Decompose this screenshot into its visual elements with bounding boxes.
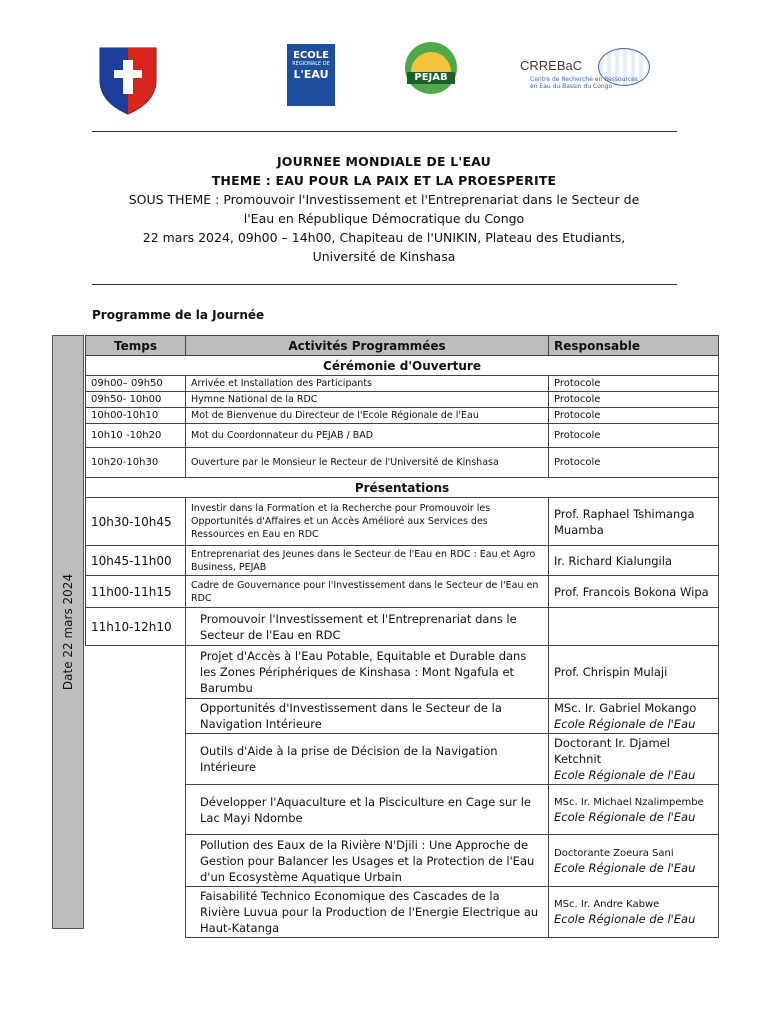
row-activity: Entreprenariat des Jeunes dans le Secteur de l'Eau en RDC : Eau et Agro Business, PEJAB [186, 546, 549, 576]
header-divider [92, 284, 677, 285]
row-time: 09h00– 09h50 [86, 376, 186, 392]
row-responsible: Protocole [549, 392, 719, 408]
table-row [86, 546, 719, 576]
row-responsible: Prof. Francois Bokona Wipa [549, 576, 719, 608]
ecole-logo-line3: L'EAU [293, 68, 329, 81]
table-row [86, 408, 719, 424]
row-responsible: Ir. Richard Kialungila [549, 546, 719, 576]
program-title: Programme de la Journée [92, 308, 265, 322]
table-row [86, 392, 719, 408]
pejab-logo [405, 42, 457, 94]
row-time: 11h10-12h10 [86, 608, 186, 646]
unikin-logo [90, 44, 166, 116]
top-divider [92, 131, 677, 132]
responsible-org: Ecole Régionale de l'Eau [554, 768, 696, 782]
program-table [85, 335, 719, 938]
col-header-activity: Activités Programmées [186, 336, 549, 356]
date-side-column [52, 335, 84, 929]
ecole-logo-line1: ECOLE [293, 50, 329, 61]
event-date-venue-line1: 22 mars 2024, 09h00 – 14h00, Chapiteau de l'UNIKIN, Plateau des Etudiants, [142, 230, 626, 245]
date-side-label: Date 22 mars 2024 [61, 573, 75, 691]
row-activity: Hymne National de la RDC [186, 392, 549, 408]
row-responsible [549, 646, 719, 699]
responsible-name: MSc. Ir. Andre Kabwe [554, 899, 660, 910]
event-subtheme-line2: l'Eau en République Démocratique du Congo [243, 211, 525, 226]
row-activity: Arrivée et Installation des Participants [186, 376, 549, 392]
row-responsible [549, 887, 719, 938]
row-responsible [549, 835, 719, 887]
crrebac-logo-line2: en Eau du Bassin du Congo [530, 83, 613, 90]
section-row [86, 478, 719, 498]
responsible-name: MSc. Ir. Michael Nzalimpembe [554, 796, 704, 808]
row-time: 09h50- 10h00 [86, 392, 186, 408]
table-header-row [86, 336, 719, 356]
row-time-empty [86, 646, 186, 938]
event-header [90, 152, 678, 266]
row-responsible: Protocole [549, 376, 719, 392]
row-activity: Projet d'Accès à l'Eau Potable, Equitable et Durable dans les Zones Périphériques de Kinshasa : Mont Ngafula et Barumbu [186, 646, 549, 699]
col-header-time: Temps [86, 336, 186, 356]
section-title-opening: Cérémonie d'Ouverture [86, 356, 719, 376]
row-responsible [549, 734, 719, 785]
responsible-name: Prof. Chrispin Mulaji [554, 665, 668, 679]
row-activity: Cadre de Gouvernance pour l'Investissement dans le Secteur de l'Eau en RDC [186, 576, 549, 608]
row-responsible [549, 699, 719, 734]
event-date-venue-line2: Université de Kinshasa [312, 249, 456, 264]
table-row [86, 576, 719, 608]
logo-bar [0, 40, 768, 120]
row-time: 11h00-11h15 [86, 576, 186, 608]
section-row [86, 356, 719, 376]
row-responsible: Protocole [549, 448, 719, 478]
row-time: 10h00-10h10 [86, 408, 186, 424]
row-activity: Outils d'Aide à la prise de Décision de la Navigation Intérieure [186, 734, 549, 785]
crrebac-logo [520, 48, 660, 98]
row-responsible: Protocole [549, 424, 719, 448]
ecole-logo-line2: RÉGIONALE DE [292, 61, 330, 67]
row-time: 10h30-10h45 [86, 498, 186, 546]
row-activity: Investir dans la Formation et la Recherche pour Promouvoir les Opportunités d'Affaires et un Accès Amélioré aux Services des Ressources en Eau en RDC [186, 498, 549, 546]
row-time: 10h10 -10h20 [86, 424, 186, 448]
responsible-org: Ecole Régionale de l'Eau [554, 809, 696, 824]
responsible-org: Ecole Régionale de l'Eau [554, 912, 696, 926]
table-row [86, 448, 719, 478]
responsible-org: Ecole Régionale de l'Eau [554, 860, 696, 875]
pejab-logo-text: PEJAB [407, 72, 455, 84]
crrebac-logo-line1: Centre de Recherche en Ressources [530, 76, 638, 83]
row-activity: Mot de Bienvenue du Directeur de l'Ecole Régionale de l'Eau [186, 408, 549, 424]
table-row [86, 646, 719, 699]
row-responsible [549, 608, 719, 646]
row-activity: Mot du Coordonnateur du PEJAB / BAD [186, 424, 549, 448]
row-activity: Faisabilité Technico Economique des Cascades de la Rivière Luvua pour la Production de l'Energie Electrique au Haut-Katanga [186, 887, 549, 938]
row-activity: Ouverture par le Monsieur le Recteur de l'Université de Kinshasa [186, 448, 549, 478]
responsible-org: Ecole Régionale de l'Eau [554, 717, 696, 731]
row-responsible: Protocole [549, 408, 719, 424]
row-activity: Promouvoir l'Investissement et l'Entreprenariat dans le Secteur de l'Eau en RDC [186, 608, 549, 646]
row-responsible: Prof. Raphael Tshimanga Muamba [549, 498, 719, 546]
crrebac-logo-name: CRREBaC [520, 58, 583, 73]
event-title: JOURNEE MONDIALE DE L'EAU [276, 154, 492, 169]
row-activity: Pollution des Eaux de la Rivière N'Djili : Une Approche de Gestion pour Balancer les Usages et la Protection de l'Eau d'un Ecosystème Aquatique Urbain [186, 835, 549, 887]
event-subtheme-line1: SOUS THEME : Promouvoir l'Investissement et l'Entreprenariat dans le Secteur de [128, 192, 640, 207]
pejab-sun-icon [411, 52, 451, 72]
row-activity: Opportunités d'Investissement dans le Secteur de la Navigation Intérieure [186, 699, 549, 734]
event-theme: THEME : EAU POUR LA PAIX ET LA PROESPERITE [211, 173, 557, 188]
responsible-name: Doctorante Zoeura Sani [554, 847, 674, 859]
col-header-responsible: Responsable [549, 336, 719, 356]
table-row [86, 424, 719, 448]
row-activity: Développer l'Aquaculture et la Pisciculture en Cage sur le Lac Mayi Ndombe [186, 785, 549, 835]
responsible-name: MSc. Ir. Gabriel Mokango [554, 701, 697, 715]
ecole-regionale-logo [287, 44, 335, 106]
responsible-name: Doctorant Ir. Djamel Ketchnit [554, 736, 670, 766]
table-row [86, 498, 719, 546]
table-row [86, 608, 719, 646]
table-row [86, 376, 719, 392]
row-responsible [549, 785, 719, 835]
row-time: 10h45-11h00 [86, 546, 186, 576]
row-time: 10h20-10h30 [86, 448, 186, 478]
section-title-presentations: Présentations [86, 478, 719, 498]
